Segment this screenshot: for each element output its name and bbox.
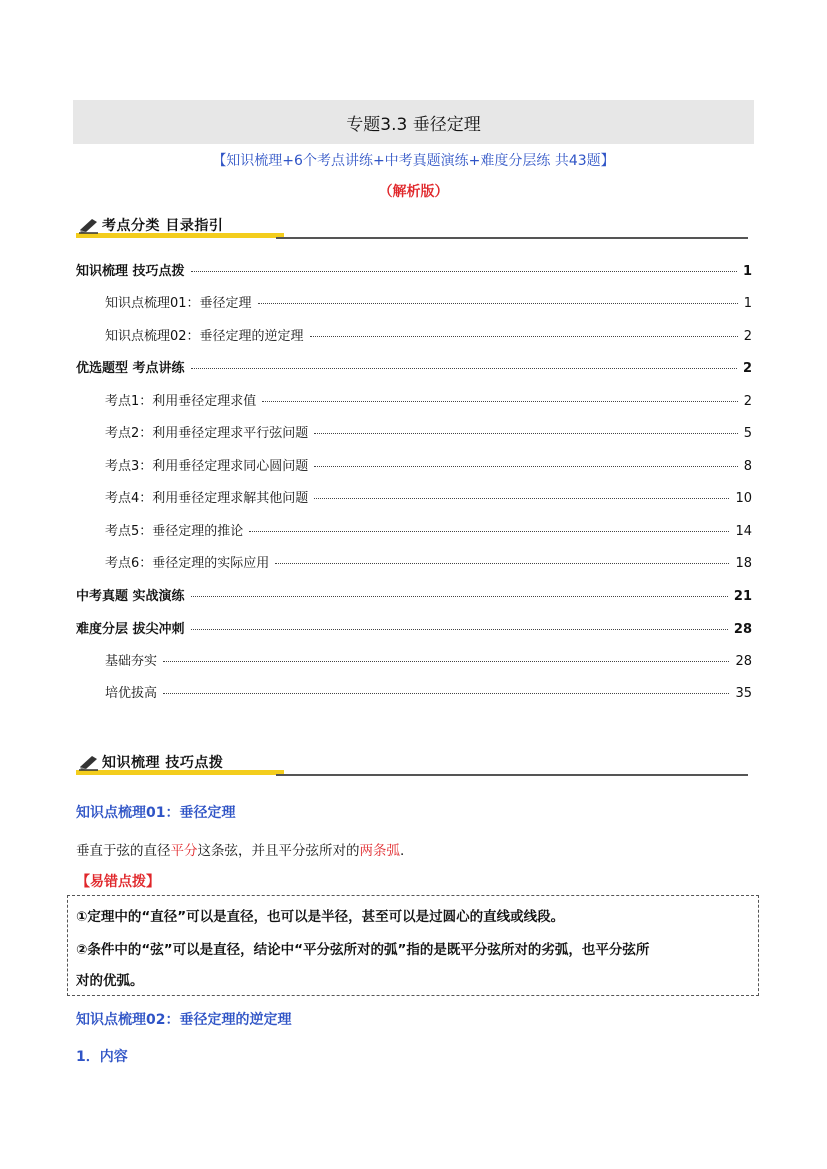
toc-leader-dots [191,271,737,272]
toc-entry[interactable] [76,552,752,571]
toc-leader-dots [310,336,738,337]
toc-entry-text: 优选题型 考点讲练 [76,361,185,376]
toc-entry-page: 2 [742,361,752,376]
toc-entry[interactable] [76,357,752,376]
toc-entry-page: 14 [735,524,752,539]
knowledge-point-2-title: 知识点梳理02：垂径定理的逆定理 [76,1012,292,1028]
toc-leader-dots [191,596,728,597]
toc-leader-dots [191,629,728,630]
toc-entry-page: 2 [743,394,752,409]
toc-entry-text: 知识点梳理01：垂径定理 [105,296,252,311]
toc-entry-page: 35 [735,686,752,701]
toc-entry-text: 知识梳理 技巧点拨 [76,264,185,279]
toc-entry-page: 5 [743,426,752,441]
toc-entry-text: 考点5：垂径定理的推论 [105,524,244,539]
toc-entry-text: 考点1：利用垂径定理求值 [105,394,257,409]
toc-leader-dots [275,563,729,564]
document-title [73,100,754,144]
common-mistakes-box [67,895,759,996]
toc-leader-dots [314,433,737,434]
theorem-text: 这条弦，并且平分弦所对的 [197,843,360,859]
mistake-note: ①定理中的“直径”可以是直径，也可以是半径，甚至可以是过圆心的直线或线段。 [76,909,565,925]
knowledge-section-heading [76,749,748,779]
toc-entry-page: 28 [735,654,752,669]
toc-entry[interactable] [76,682,752,701]
document-subtitle: 【知识梳理+6个考点讲练+中考真题演练+难度分层练 共43题】 [212,153,615,169]
toc-entry-text: 考点3：利用垂径定理求同心圆问题 [105,459,309,474]
toc-heading-label: 考点分类 目录指引 [102,218,224,234]
theorem-highlight: 平分 [170,843,198,859]
toc-entry[interactable] [76,325,752,344]
common-mistakes-label: 【易错点拨】 [76,874,160,890]
toc-entry[interactable] [76,650,752,669]
toc-entry-text: 中考真题 实战演练 [76,589,185,604]
toc-entry[interactable] [76,455,752,474]
pen-icon [78,216,100,234]
edition-label: （解析版） [378,184,449,200]
toc-entry-text: 考点4：利用垂径定理求解其他问题 [105,491,309,506]
theorem-statement [76,839,404,859]
document-title-text: 专题3.3 垂径定理 [346,114,481,135]
toc-leader-dots [163,661,729,662]
theorem-text: . [400,843,405,859]
toc-entry-text: 基础夯实 [105,654,158,669]
toc-entry-text: 培优拔高 [105,686,158,701]
theorem-highlight: 两条弧 [359,843,400,859]
theorem-text: 垂直于弦的直径 [76,843,171,859]
toc-entry-text: 考点6：垂径定理的实际应用 [105,556,270,571]
toc-leader-dots [258,303,738,304]
toc-entry-page: 1 [742,264,752,279]
toc-entry[interactable] [76,618,752,637]
toc-entry[interactable] [76,422,752,441]
toc-leader-dots [163,693,729,694]
pen-icon [78,753,100,771]
toc-entry-page: 21 [733,589,752,604]
toc-entry[interactable] [76,585,752,604]
heading-rule [276,237,748,239]
toc-entry-text: 考点2：利用垂径定理求平行弦问题 [105,426,309,441]
toc-entry[interactable] [76,260,752,279]
toc-entry-text: 难度分层 拔尖冲刺 [76,622,185,637]
mistake-note: ②条件中的“弦”可以是直径，结论中“平分弦所对的弧”指的是既平分弦所对的劣弧，也平分弦所 [76,942,650,958]
toc-leader-dots [314,466,737,467]
toc-section-heading [76,212,748,242]
toc-entry[interactable] [76,520,752,539]
toc-entry-page: 18 [735,556,752,571]
mistake-note: 对的优弧。 [76,973,144,989]
toc-entry-page: 8 [743,459,752,474]
knowledge-heading-label: 知识梳理 技巧点拨 [102,755,224,771]
toc-leader-dots [249,531,729,532]
toc-entry-page: 28 [733,622,752,637]
toc-leader-dots [191,368,737,369]
toc-entry[interactable] [76,390,752,409]
toc-leader-dots [314,498,729,499]
toc-leader-dots [262,401,737,402]
toc-entry-page: 1 [743,296,752,311]
subsection-label: 1．内容 [76,1049,128,1065]
knowledge-point-1-title: 知识点梳理01：垂径定理 [76,805,236,821]
toc-entry-page: 10 [735,491,752,506]
heading-rule [276,774,748,776]
toc-entry-page: 2 [743,329,752,344]
toc-entry-text: 知识点梳理02：垂径定理的逆定理 [105,329,304,344]
toc-entry[interactable] [76,487,752,506]
toc-entry[interactable] [76,292,752,311]
